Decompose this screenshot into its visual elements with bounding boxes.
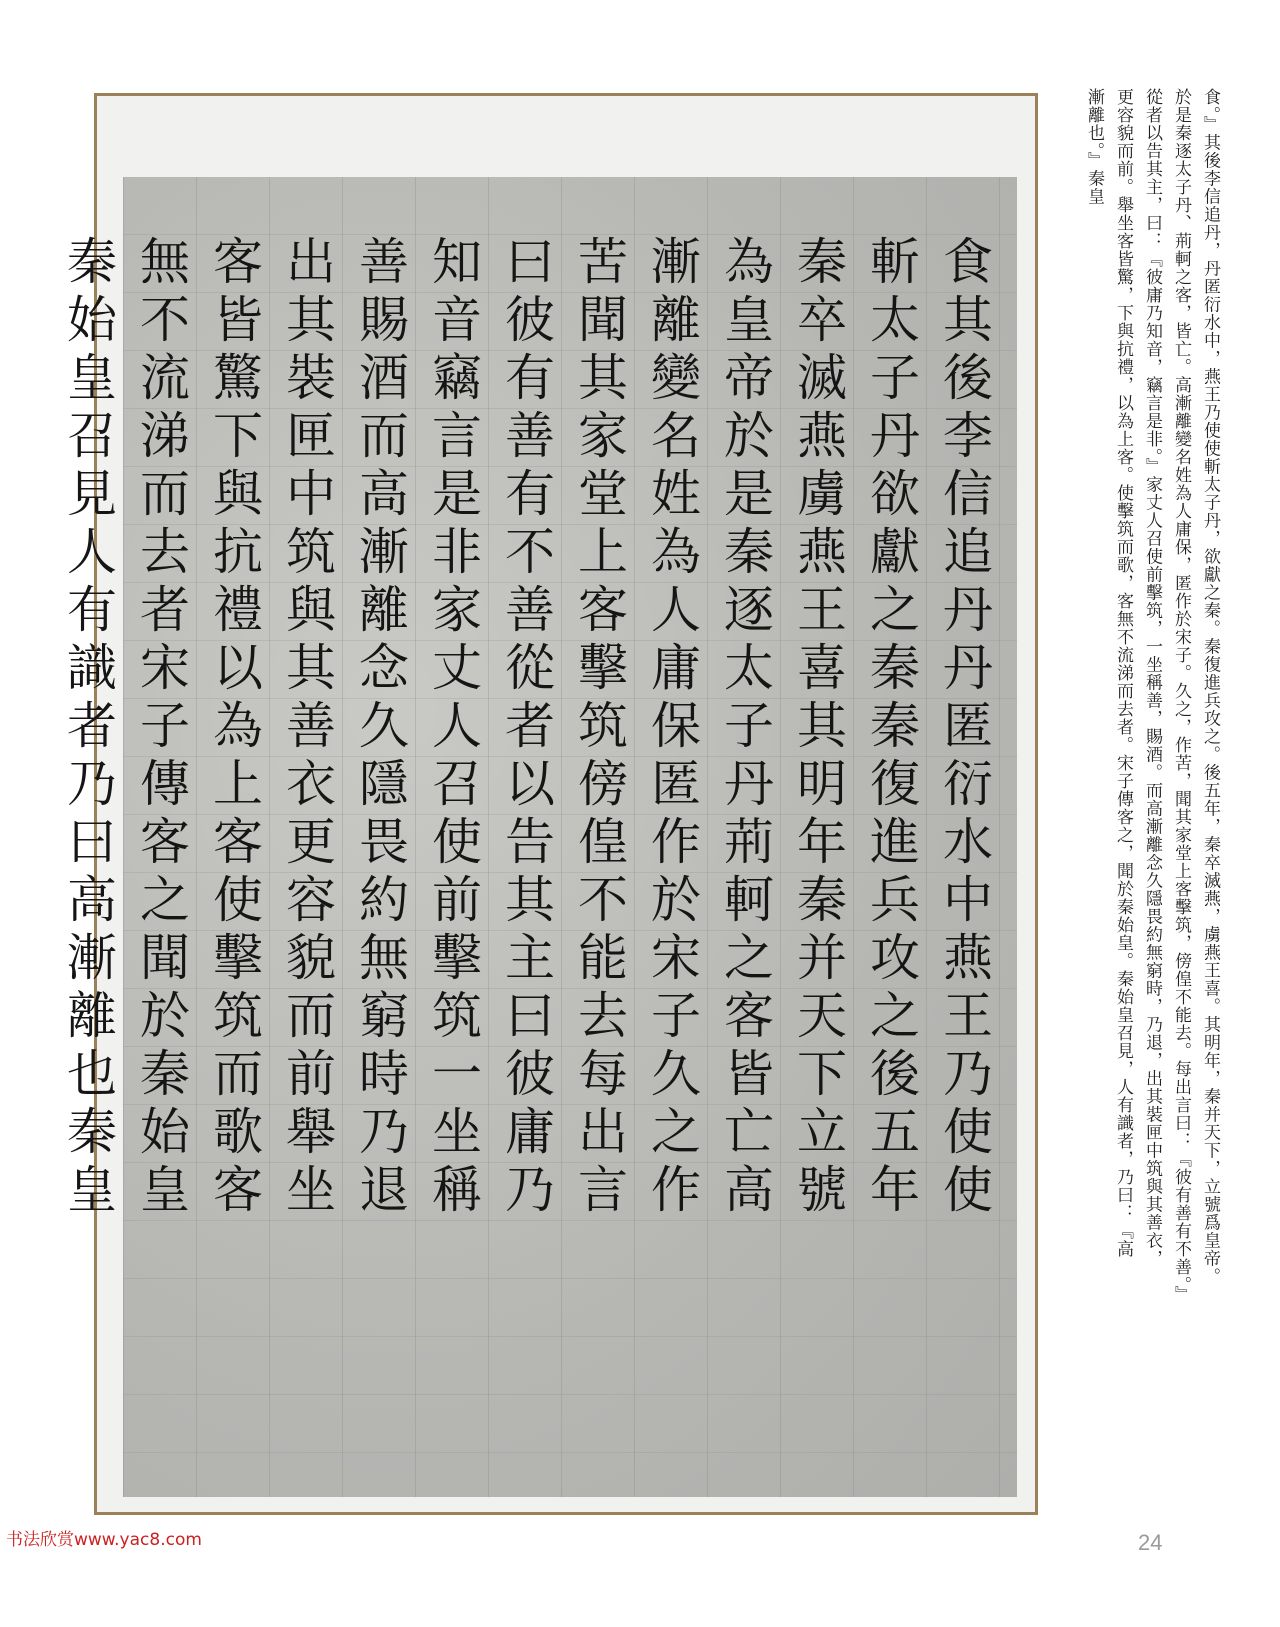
calligraphy-plate-frame: [59, 93, 1038, 1515]
calligraphy-column: 苦聞其家堂上客擊筑傍偟不能去每出言: [570, 235, 628, 1221]
site-watermark-link[interactable]: 书法欣赏www.yac8.com: [6, 1530, 202, 1550]
calligraphy-column: 漸離變名姓為人庸保匿作於宋子久之作: [643, 235, 701, 1221]
calligraphy-column: 善賜酒而高漸離念久隱畏約無窮時乃退: [351, 235, 409, 1221]
calligraphy-column: 秦始皇召見人有識者乃曰高漸離也秦皇: [59, 235, 117, 1221]
calligraphy-paper: [59, 177, 1017, 1497]
transcription-column: 食。』其後李信追丹，丹匿衍水中，燕王乃使使斬太子丹，欲獻之秦。秦復進兵攻之。後五年，秦卒滅燕，虜燕王喜。其明年，秦并天下，立號爲皇帝。: [1200, 88, 1220, 1286]
calligraphy-columns: [53, 235, 999, 1493]
calligraphy-column: 無不流涕而去者宋子傳客之聞於秦始皇: [132, 235, 190, 1221]
page-number: 24: [1138, 1530, 1163, 1555]
calligraphy-column: 客皆驚下與抗禮以為上客使擊筑而歌客: [205, 235, 263, 1221]
calligraphy-column: 知音竊言是非家丈人召使前擊筑一坐稱: [424, 235, 482, 1221]
transcription-column: 更容貌而前。舉坐客皆驚，下與抗禮，以為上客。使擊筑而歌，客無不流涕而去者。宋子傳客之，聞於秦始皇。秦始皇召見，人有識者，乃曰：『高: [1113, 88, 1133, 1258]
calligraphy-column: 出其裝匣中筑與其善衣更容貌而前舉坐: [278, 235, 336, 1221]
transcription-column: 於是秦逐太子丹、荊軻之客，皆亡。高漸離變名姓為人庸保，匿作於宋子。久之，作苦，聞其家堂上客擊筑，傍偟不能去。每出言曰：『彼有善有不善。』: [1171, 88, 1191, 1304]
calligraphy-column: 食其後李信追丹丹匿衍水中燕王乃使使: [935, 235, 993, 1221]
calligraphy-column: 斬太子丹欲獻之秦秦復進兵攻之後五年: [862, 235, 920, 1221]
calligraphy-column: 曰彼有善有不善從者以告其主曰彼庸乃: [497, 235, 555, 1221]
transcription-column: 從者以告其主，曰：『彼庸乃知音，竊言是非。』家丈人召使前擊筑，一坐稱善，賜酒。而高漸離念久隱畏約無窮時，乃退，出其裝匣中筑與其善衣，: [1142, 88, 1162, 1268]
transcription-column: 漸離也。』秦皇: [1084, 88, 1104, 206]
calligraphy-column: 為皇帝於是秦逐太子丹荊軻之客皆亡高: [716, 235, 774, 1221]
calligraphy-column: 秦卒滅燕虜燕王喜其明年秦并天下立號: [789, 235, 847, 1221]
transcription-text: [1082, 88, 1222, 1508]
